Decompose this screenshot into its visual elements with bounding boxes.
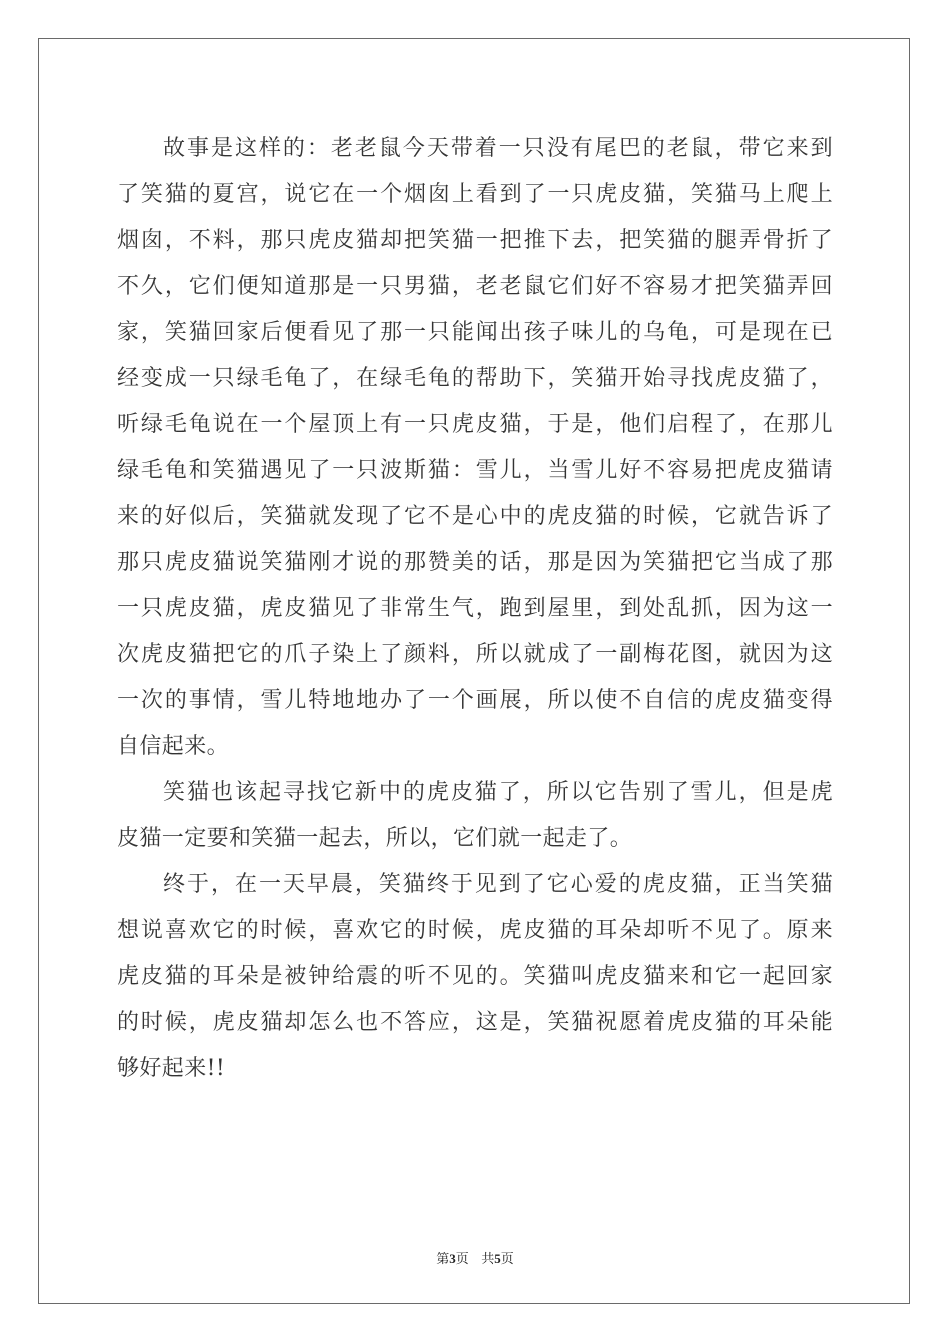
total-pages-label	[481, 1252, 514, 1267]
text-line: 一次的事情，雪儿特地地办了一个画展，所以使不自信的虎皮猫变得	[117, 688, 833, 713]
text-line: 虎皮猫的耳朵是被钟给震的听不见的。笑猫叫虎皮猫来和它一起回家	[117, 964, 833, 989]
text-line: 一只虎皮猫，虎皮猫见了非常生气，跑到屋里，到处乱抓，因为这一	[117, 596, 833, 621]
text-line: 故事是这样的：老老鼠今天带着一只没有尾巴的老鼠，带它来到	[163, 136, 833, 161]
text-line: 不久，它们便知道那是一只男猫，老老鼠它们好不容易才把笑猫弄回	[117, 274, 833, 299]
page-suffix: 页	[455, 1252, 469, 1267]
text-line: 经变成一只绿毛龟了，在绿毛龟的帮助下，笑猫开始寻找虎皮猫了，	[117, 366, 833, 391]
text-line: 终于，在一天早晨，笑猫终于见到了它心爱的虎皮猫，正当笑猫	[163, 872, 833, 897]
paragraph-3	[117, 862, 833, 1092]
text-line: 次虎皮猫把它的爪子染上了颜料，所以就成了一副梅花图，就因为这	[117, 642, 833, 667]
text-line: 来的好似后，笑猫就发现了它不是心中的虎皮猫的时候，它就告诉了	[117, 504, 833, 529]
text-line: 了笑猫的夏宫，说它在一个烟囱上看到了一只虎皮猫，笑猫马上爬上	[117, 182, 833, 207]
total-prefix: 共	[481, 1252, 495, 1267]
text-line: 绿毛龟和笑猫遇见了一只波斯猫：雪儿，当雪儿好不容易把虎皮猫请	[117, 458, 833, 483]
total-suffix: 页	[500, 1252, 514, 1267]
text-line: 听绿毛龟说在一个屋顶上有一只虎皮猫，于是，他们启程了，在那儿	[117, 412, 833, 437]
document-body	[117, 126, 833, 1092]
text-line: 家，笑猫回家后便看见了那一只能闻出孩子味儿的乌龟，可是现在已	[117, 320, 833, 345]
text-line: 皮猫一定要和笑猫一起去，所以，它们就一起走了。	[117, 826, 633, 851]
total-pages: 5	[494, 1251, 501, 1266]
text-line: 够好起来!!	[117, 1056, 226, 1081]
text-line: 想说喜欢它的时候，喜欢它的时候，虎皮猫的耳朵却听不见了。原来	[117, 918, 833, 943]
page-number: 3	[449, 1251, 456, 1266]
text-line: 那只虎皮猫说笑猫刚才说的那赞美的话，那是因为笑猫把它当成了那	[117, 550, 833, 575]
text-line: 笑猫也该起寻找它新中的虎皮猫了，所以它告别了雪儿，但是虎	[163, 780, 833, 805]
paragraph-1	[117, 126, 833, 770]
page-number-label	[436, 1252, 469, 1267]
page-footer	[0, 1248, 950, 1267]
text-line: 烟囱，不料，那只虎皮猫却把笑猫一把推下去，把笑猫的腿弄骨折了	[117, 228, 833, 253]
paragraph-2	[117, 770, 833, 862]
page-prefix: 第	[436, 1252, 450, 1267]
text-line: 自信起来。	[117, 734, 230, 759]
text-line: 的时候，虎皮猫却怎么也不答应，这是，笑猫祝愿着虎皮猫的耳朵能	[117, 1010, 833, 1035]
